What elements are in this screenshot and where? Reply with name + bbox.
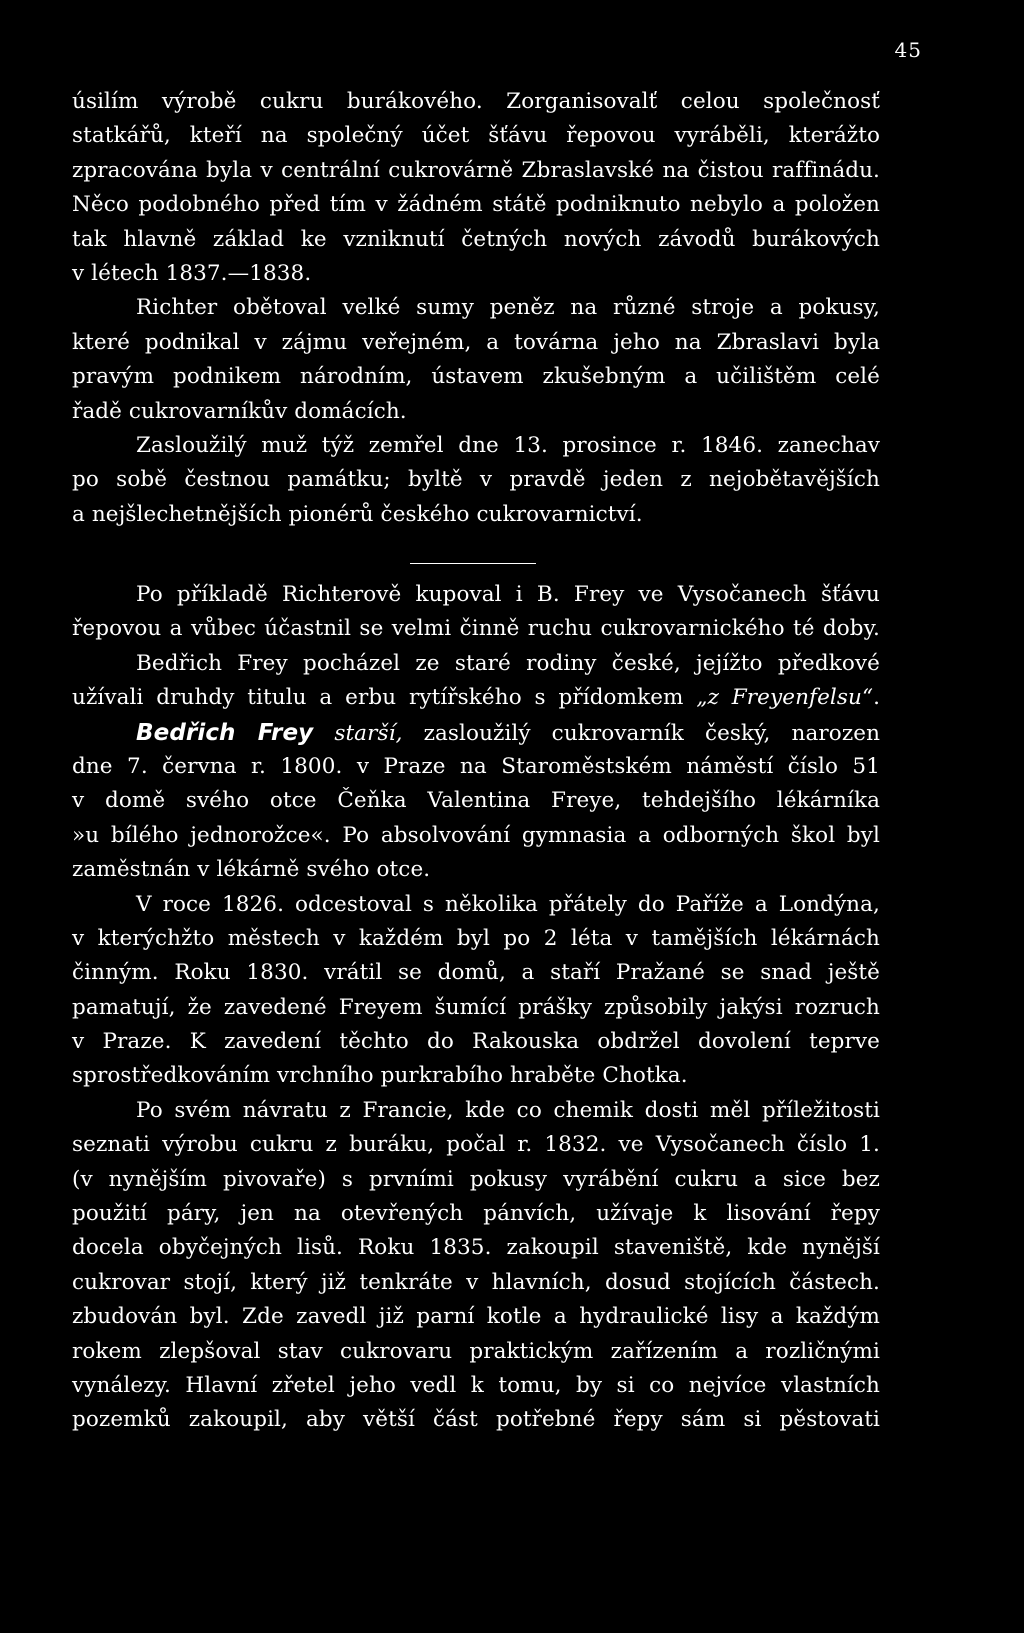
- text-line: Po svém návratu z Francie, kde co chemik dosti měl příležitosti: [136, 1097, 880, 1123]
- text-line: sprostředkováním vrchního purkrabího hraběte Chotka.: [72, 1063, 688, 1089]
- predicate-italic: „z Freyenfelsu“: [696, 685, 874, 711]
- text-line: v létech 1837.—1838.: [72, 260, 312, 286]
- text-line: rokem zlepšoval stav cukrovaru praktickým zařízením a rozličnými: [72, 1338, 880, 1364]
- text-line: Bedřich Frey pocházel ze staré rodiny české, jejížto předkové: [136, 650, 880, 676]
- text-line: seznati výrobu cukru z buráku, počal r. 1832. ve Vysočanech číslo 1.: [72, 1132, 880, 1158]
- text-segment: .: [873, 685, 880, 711]
- text-line: Zasloužilý muž týž zemřel dne 13. prosince r. 1846. zanechav: [136, 432, 880, 458]
- text-line: řepovou a vůbec účastnil se velmi činně ruchu cukrovarnického té doby.: [72, 616, 880, 642]
- text-line: cukrovar stojí, který již tenkráte v hlavních, dosud stojících částech.: [72, 1269, 880, 1295]
- text-line: pozemků zakoupil, aby větší část potřebné řepy sám si pěstovati: [72, 1407, 880, 1433]
- text-line: V roce 1826. odcestoval s několika přátely do Paříže a Londýna,: [136, 891, 880, 917]
- text-line: v kterýchžto městech v každém byl po 2 léta v tamějších lékárnách: [72, 925, 880, 951]
- text-line: použití páry, jen na otevřených pánvích, užívaje k lisování řepy: [72, 1201, 880, 1227]
- text-line: »u bílého jednorožce«. Po absolvování gymnasia a odborných škol byl: [72, 822, 880, 848]
- text-line-with-name: [72, 716, 880, 750]
- text-line: docela obyčejných lisů. Roku 1835. zakoupil staveniště, kde nynější: [72, 1235, 880, 1261]
- text-line: tak hlavně základ ke vzniknutí četných nových závodů burákových: [72, 226, 880, 252]
- text-line: zpracována byla v centrální cukrovárně Zbraslavské na čistou raffinádu.: [72, 157, 880, 183]
- text-line: zbudován byl. Zde zavedl již parní kotle a hydraulické lisy a každým: [72, 1304, 880, 1330]
- text-segment: užívali druhdy titulu a erbu rytířského s přídomkem: [72, 685, 697, 711]
- text-line: Po příkladě Richterově kupoval i B. Frey ve Vysočanech šťávu: [136, 582, 880, 607]
- person-name-heading: Bedřich Frey: [136, 719, 314, 746]
- page-number: 45: [894, 38, 922, 62]
- text-line: statkářů, kteří na společný účet šťávu řepovou vyráběli, kterážto: [72, 123, 880, 149]
- text-line: (v nynějším pivovaře) s prvními pokusy vyrábění cukru a sice bez: [72, 1166, 880, 1192]
- text-line: úsilím výrobě cukru burákového. Zorganisovalť celou společnosť: [72, 89, 880, 114]
- text-line: v Praze. K zavedení těchto do Rakouska obdržel dovolení teprve: [72, 1029, 880, 1055]
- name-qualifier-italic: starší,: [334, 720, 403, 746]
- text-line: vynálezy. Hlavní zřetel jeho vedl k tomu, by si co nejvíce vlastních: [72, 1372, 880, 1398]
- text-line: činným. Roku 1830. vrátil se domů, a staří Pražané se snad ještě: [72, 960, 880, 986]
- text-line: pamatují, že zavedené Freyem šumící prášky způsobily jakýsi rozruch: [72, 994, 880, 1020]
- section-divider: [410, 563, 536, 564]
- text-line: pravým podnikem národním, ústavem zkušebným a učilištěm celé: [72, 364, 880, 390]
- section-frey-text: [72, 578, 880, 1438]
- text-line: Richter obětoval velké sumy peněz na různé stroje a pokusy,: [136, 295, 880, 321]
- text-line: po sobě čestnou památku; byltě v pravdě jeden z nejobětavějších: [72, 467, 880, 493]
- text-line: zaměstnán v lékárně svého otce.: [72, 857, 431, 883]
- text-line-with-predicate: [72, 681, 880, 715]
- text-line: a nejšlechetnějších pionérů českého cukrovarnictví.: [72, 501, 643, 527]
- text-line: v domě svého otce Čeňka Valentina Freye, tehdejšího lékárníka: [72, 788, 880, 814]
- text-line: které podnikal v zájmu veřejném, a továrna jeho na Zbraslavi byla: [72, 329, 880, 355]
- section-richter-text: [72, 85, 880, 532]
- text-line: Něco podobného před tím v žádném státě podniknuto nebylo a položen: [72, 192, 880, 218]
- text-line: dne 7. června r. 1800. v Praze na Staroměstském náměstí číslo 51: [72, 753, 880, 779]
- text-line: řadě cukrovarníkův domácích.: [72, 398, 407, 424]
- text-segment: zasloužilý cukrovarník český, narozen: [402, 720, 881, 746]
